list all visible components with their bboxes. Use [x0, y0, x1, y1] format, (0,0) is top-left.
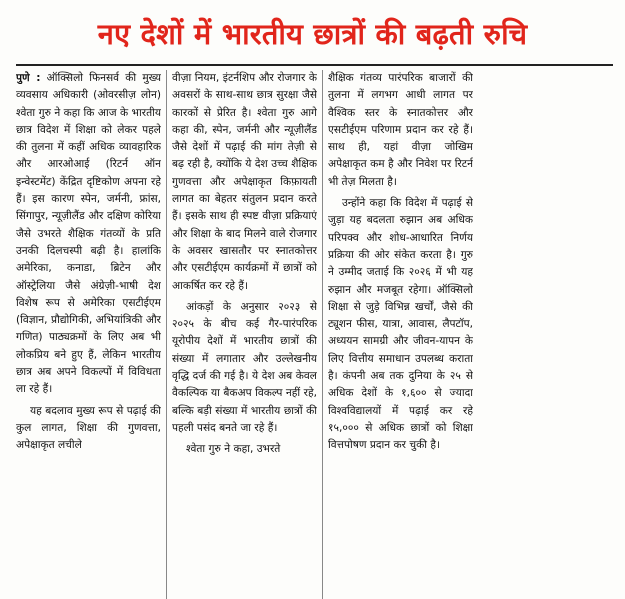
article-column-1 — [16, 70, 161, 599]
paragraph: यह बदलाव मुख्य रूप से पढ़ाई की कुल लागत, शिक्षा की गुणवत्ता, अपेक्षाकृत लचीले — [16, 404, 161, 452]
paragraph: आंकड़ों के अनुसार २०२३ से २०२५ के बीच कई गैर-पारंपरिक यूरोपीय देशों में भारतीय छात्रों की संख्या में लगातार और उल्लेखनीय वृद्धि दर्ज की गई है। ये देश अब केवल वैकल्पिक या बैकअप विकल्प नहीं रहे, बल्कि बड़ी संख्या में भारतीय छात्रों की पहली पसंद बनते जा रहे हैं। — [172, 300, 317, 434]
paragraph: वीज़ा नियम, इंटर्नशिप और रोजगार के अवसरों के साथ-साथ छात्र सुरक्षा जैसे कारकों से प्रेरित है। श्वेता गुरु आगे कहा की, स्पेन, जर्मनी और न्यूज़ीलैंड जैसे देशों में पढ़ाई की मांग तेज़ी से बढ़ रही है, क्योंकि ये देश उच्च शैक्षिक गुणवत्ता और अपेक्षाकृत किफ़ायती लागत का बेहतर संतुलन प्रदान करते हैं। इसके साथ ही स्पष्ट वीज़ा प्रक्रियाएं और शिक्षा के बाद मिलने वाले रोजगार के अवसर खासतौर पर स्नातकोत्तर और एसटीईएम कार्यक्रमों में छात्रों को आकर्षित कर रहे हैं। — [172, 72, 317, 292]
headline: नए देशों में भारतीय छात्रों की बढ़ती रुचि — [97, 16, 528, 51]
article-column-2 — [172, 70, 317, 599]
paragraph-text: ऑक्सिलो फिनसर्व की मुख्य व्यवसाय अधिकारी (ओवरसीज़ लोन) श्वेता गुरु ने कहा कि आज के भारतीय छात्र विदेश में शिक्षा को लेकर पहले की तुलना में कहीं अधिक व्यावहारिक और आरओआई (रिटर्न ऑन इन्वेस्टमेंट) केंद्रित दृष्टिकोण अपना रहे हैं। इस कारण स्पेन, जर्मनी, फ्रांस, सिंगापुर, न्यूज़ीलैंड और दक्षिण कोरिया जैसे उभरते शैक्षिक गंतव्यों के प्रति उनकी दिलचस्पी बढ़ी है। हालांकि अमेरिका, कनाडा, ब्रिटेन और ऑस्ट्रेलिया जैसे अंग्रेज़ी-भाषी देश विशेष रूप से अमेरिका एसटीईएम (विज्ञान, प्रौद्योगिकी, अभियांत्रिकी और गणित) पाठ्यक्रमों के लिए अब भी लोकप्रिय बने हुए हैं, लेकिन भारतीय छात्र अब अपने विकल्पों में विविधता ला रहे हैं। — [16, 72, 161, 396]
paragraph: शैक्षिक गंतव्य पारंपरिक बाजारों की तुलना में लगभग आधी लागत पर वैश्विक स्तर के स्नातकोत्तर और एसटीईएम परिणाम प्रदान कर रहे हैं। साथ ही, यहां वीज़ा जोखिम अपेक्षाकृत कम है और निवेश पर रिटर्न भी तेज़ मिलता है। — [328, 72, 473, 188]
paragraph: श्वेता गुरु ने कहा, उभरते — [186, 443, 281, 456]
column-divider — [322, 70, 323, 599]
headline-rule — [16, 64, 613, 66]
article-column-3 — [328, 70, 473, 599]
article-body — [16, 70, 616, 599]
dateline: पुणे : — [16, 72, 41, 84]
column-divider — [166, 70, 167, 599]
paragraph: उन्होंने कहा कि विदेश में पढ़ाई से जुड़ा यह बदलता रुझान अब अधिक परिपक्व और शोध-आधारित निर्णय प्रक्रिया की ओर संकेत करता है। गुरु ने उम्मीद जताई कि २०२६ में भी यह रुझान और मजबूत रहेगा। ऑक्सिलो शिक्षा से जुड़े विभिन्न खर्चों, जैसे की ट्यूशन फीस, यात्रा, आवास, लैपटॉप, अध्ययन सामग्री और जीवन-यापन के लिए वित्तीय समाधान उपलब्ध कराता है। कंपनी अब तक दुनिया के २५ से अधिक देशों के १,६०० से ज्यादा विश्वविद्यालयों में पढ़ाई कर रहे १५,००० से अधिक छात्रों को शिक्षा वित्तपोषण प्रदान कर चुकी है। — [328, 197, 473, 452]
paragraph — [16, 70, 161, 399]
